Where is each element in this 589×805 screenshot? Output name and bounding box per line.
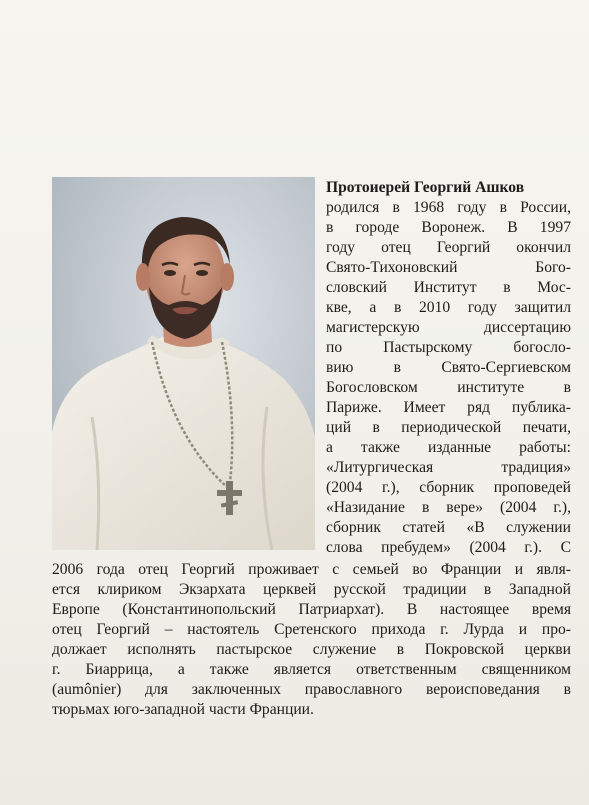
bio-line: родился в 1968 году в России, [326, 199, 571, 216]
bio-line: должает исполнять пастырское служение в Покровской церкви [52, 641, 571, 658]
bio-line: г. Биаррица, а также является ответственным священником [52, 661, 571, 678]
bio-line: Свято-Тихоновский Бого- [326, 259, 571, 276]
bio-line: магистерскую диссертацию [326, 319, 571, 336]
bio-line: 2006 года отец Георгий проживает с семьей во Франции и явля- [52, 561, 571, 578]
bio-line: кве, а в 2010 году защитил [326, 299, 571, 316]
bio-line: а также изданные работы: [326, 439, 571, 456]
bio-line: (2004 г.), сборник проповедей [326, 479, 571, 496]
bio-line: отец Георгий – настоятель Сретенского прихода г. Лурда и про- [52, 621, 571, 638]
bio-line: вию в Свято-Сергиевском [326, 359, 571, 376]
bio-line: «Литургическая традиция» [326, 459, 571, 476]
portrait-photo [52, 177, 315, 550]
bio-line: ется клириком Экзархата церквей русской традиции в Западной [52, 581, 571, 598]
bio-line: Богословском институте в [326, 379, 571, 396]
bio-line: тюрьмах юго-западной части Франции. [52, 701, 314, 718]
bio-line: Париже. Имеет ряд публика- [326, 399, 571, 416]
bio-line: «Назидание в вере» (2004 г.), [326, 499, 571, 516]
bio-line: словский Институт в Мос- [326, 279, 571, 296]
bio-line: по Пастырскому богосло- [326, 339, 571, 356]
bio-line: сборник статей «В служении [326, 519, 571, 536]
portrait-illustration [52, 177, 315, 550]
bio-line: ций в периодической печати, [326, 419, 571, 436]
bio-line: Европе (Константинопольский Патриархат). В настоящее время [52, 601, 571, 618]
bio-line: году отец Георгий окончил [326, 239, 571, 256]
bio-line: (aumônier) для заключенных православного вероисповедания в [52, 681, 571, 698]
bio-line: слова пребудем» (2004 г.). С [326, 539, 571, 556]
bio-line: в городе Воронеж. В 1997 [326, 219, 571, 236]
author-name: Протоиерей Георгий Ашков [326, 179, 525, 196]
